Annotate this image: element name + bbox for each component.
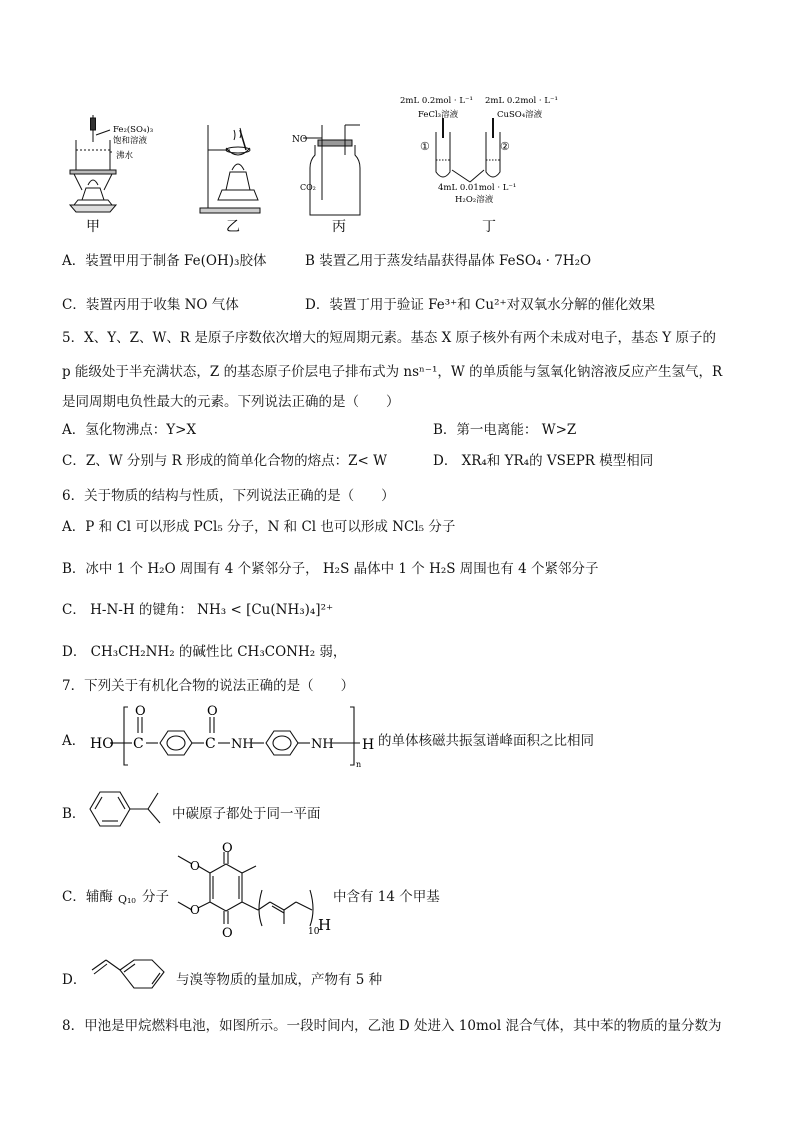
- q7-option-c-mid: 分子: [142, 889, 169, 905]
- q5-stem-line1: 5．X、Y、Z、W、R 是原子序数依次增大的短周期元素。基态 X 原子核外有两个未成对电子，基态 Y 原子的: [62, 330, 717, 346]
- polymer-c2: C: [205, 736, 216, 752]
- q7-option-c-q10: Q₁₀: [118, 893, 136, 906]
- q6-option-b: B．冰中 1 个 H₂O 周围有 4 个紧邻分子， H₂S 晶体中 1 个 H₂S 周围也有 4 个紧邻分子: [62, 561, 599, 577]
- polymer-ho: HO: [90, 736, 114, 752]
- label-bing: 丙: [332, 219, 346, 235]
- ding-right-reagent: CuSO₄溶液: [497, 110, 543, 120]
- label-jia: 甲: [86, 219, 100, 235]
- q4-option-c: C．装置丙用于收集 NO 气体: [62, 297, 239, 313]
- ding-left-reagent: FeCl₃溶液: [418, 110, 459, 120]
- q5-option-b: B．第一电离能： W>Z: [433, 422, 577, 438]
- coenzyme-q10-structure: [166, 840, 334, 944]
- q5-option-d: D． XR₄和 YR₄的 VSEPR 模型相同: [433, 453, 654, 469]
- q7-option-d-prefix: D．: [62, 972, 87, 988]
- q10-o-methoxy2: O: [190, 903, 200, 917]
- polymer-c1: C: [133, 736, 144, 752]
- apparatus-jia: [70, 115, 116, 212]
- apparatus-figures: [60, 90, 700, 235]
- q6-option-c: C． H-N-H 的键角： NH₃ < [Cu(NH₃)₄]²⁺: [62, 602, 334, 618]
- q7-option-a-suffix: 的单体核磁共振氢谱峰面积之比相同: [378, 733, 594, 749]
- q10-o-methoxy1: O: [190, 859, 200, 873]
- bing-gas-in: NO: [292, 135, 308, 145]
- jia-reagent2: 饱和溶液: [113, 136, 148, 146]
- q6-option-d: D． CH₃CH₂NH₂ 的碱性比 CH₃CONH₂ 弱，: [62, 644, 347, 660]
- q5-stem-line2: p 能级处于半充满状态，Z 的基态原子价层电子排布式为 nsⁿ⁻¹，W 的单质能与氢氧化钠溶液反应产生氢气，R: [62, 364, 723, 380]
- q7-option-c-suffix: 中含有 14 个甲基: [333, 889, 440, 905]
- polymer-n: n: [356, 760, 362, 769]
- polymer-o2: O: [207, 704, 218, 719]
- q10-o-top: O: [222, 841, 233, 856]
- apparatus-yi: [200, 125, 260, 213]
- label-ding: 丁: [482, 219, 496, 235]
- q5-option-c: C．Z、W 分别与 R 形成的简单化合物的熔点：Z< W: [62, 453, 387, 469]
- q7-stem: 7．下列关于有机化合物的说法正确的是（ ）: [62, 678, 355, 694]
- q10-h: H: [318, 916, 332, 934]
- jia-reagent1: Fe₂(SO₄)₃: [113, 125, 154, 135]
- q4-option-d: D．装置丁用于验证 Fe³⁺和 Cu²⁺对双氧水分解的催化效果: [305, 297, 656, 313]
- q8-stem: 8．甲池是甲烷燃料电池，如图所示。一段时间内，乙池 D 处进入 10mol 混合气体，其中苯的物质的量分数为: [62, 1018, 722, 1034]
- jia-reagent3: 沸水: [116, 151, 134, 161]
- label-yi: 乙: [226, 219, 240, 235]
- ding-mark2: ②: [500, 140, 510, 153]
- apparatus-bing: [303, 125, 360, 215]
- q10-o-bottom: O: [222, 926, 233, 941]
- bing-gas-co2: CO₂: [300, 183, 316, 192]
- ding-bottom2: H₂O₂溶液: [455, 195, 494, 205]
- q5-option-a: A．氢化物沸点：Y>X: [62, 422, 197, 438]
- polymer-structure: [88, 703, 388, 769]
- q4-option-b: B 装置乙用于蒸发结晶获得晶体 FeSO₄ · 7H₂O: [305, 253, 592, 269]
- apparatus-ding: [436, 118, 500, 182]
- q6-stem: 6．关于物质的结构与性质，下列说法正确的是（ ）: [62, 488, 395, 504]
- q7-option-c-prefix: C．辅酶: [62, 889, 113, 905]
- polymer-o1: O: [135, 704, 146, 719]
- ding-left-top: 2mL 0.2mol · L⁻¹: [400, 96, 473, 106]
- cumene-structure: [86, 783, 176, 835]
- polymer-h: H: [362, 737, 375, 753]
- q6-option-a: A．P 和 Cl 可以形成 PCl₅ 分子，N 和 Cl 也可以形成 NCl₅ 分子: [62, 519, 456, 535]
- polymer-nh1: NH: [231, 737, 254, 752]
- q7-option-d-suffix: 与溴等物质的量加成，产物有 5 种: [176, 972, 383, 988]
- ding-bottom1: 4mL 0.01mol · L⁻¹: [438, 183, 517, 193]
- ding-mark1: ①: [420, 140, 430, 153]
- ding-right-top: 2mL 0.2mol · L⁻¹: [485, 96, 558, 106]
- q7-option-b-prefix: B．: [62, 806, 86, 822]
- q10-subscript: 10: [308, 927, 320, 937]
- polymer-nh2: NH: [311, 737, 334, 752]
- vinyl-cyclohexadiene-structure: [88, 952, 180, 998]
- q7-option-b-suffix: 中碳原子都处于同一平面: [172, 806, 321, 822]
- q7-option-a-prefix: A．: [62, 733, 86, 749]
- q4-option-a: A．装置甲用于制备 Fe(OH)₃胶体: [62, 253, 267, 269]
- q5-stem-line3: 是同周期电负性最大的元素。下列说法正确的是（ ）: [62, 394, 400, 410]
